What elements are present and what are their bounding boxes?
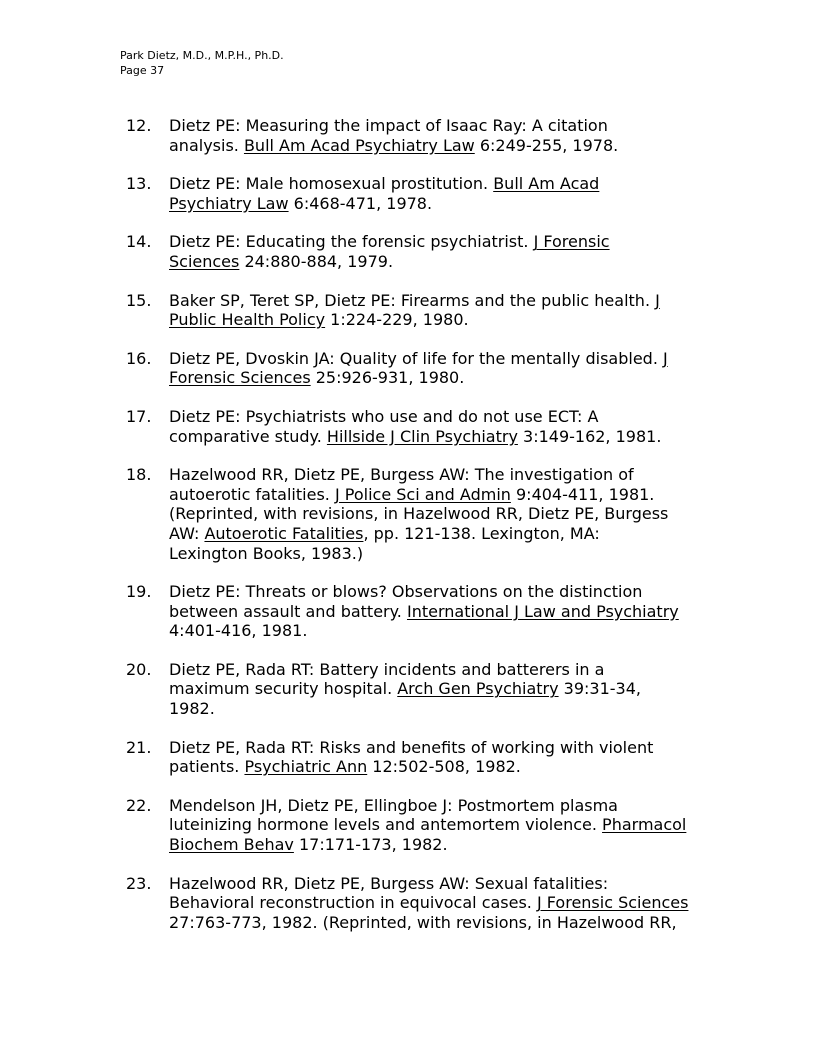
reference-number: 17. <box>126 406 152 426</box>
citation-text: between assault and battery. <box>169 601 407 621</box>
journal-title: J Forensic Sciences <box>536 893 689 913</box>
reference-item <box>120 874 720 933</box>
reference-item <box>120 582 720 641</box>
reference-number: 19. <box>126 582 152 602</box>
journal-title: Autoerotic Fatalities <box>204 523 364 543</box>
citation-text: 12:502-508, 1982. <box>367 757 521 777</box>
reference-number: 16. <box>126 348 152 368</box>
citation-text: Mendelson JH, Dietz PE, Ellingboe J: Postmortem plasma <box>169 795 618 815</box>
citation-text: autoerotic fatalities. <box>169 484 335 504</box>
citation-text: Behavioral reconstruction in equivocal cases. <box>169 893 537 913</box>
citation-text: Dietz PE, Dvoskin JA: Quality of life for the mentally disabled. <box>169 348 663 368</box>
citation-text: 24:880-884, 1979. <box>239 251 394 271</box>
reference-text <box>169 660 641 718</box>
citation-text: 6:249-255, 1978. <box>474 135 619 155</box>
reference-number: 14. <box>126 232 152 252</box>
page-number: Page 37 <box>120 64 165 77</box>
reference-text <box>169 116 618 155</box>
citation-text: Dietz PE: Threats or blows? Observations on the distinction <box>169 582 643 602</box>
reference-text <box>169 465 668 562</box>
reference-item <box>120 349 720 388</box>
citation-text: 27:763-773, 1982. (Reprinted, with revisions, in Hazelwood RR, <box>169 912 677 932</box>
journal-title: Pharmacol <box>602 815 687 835</box>
reference-number: 15. <box>126 290 152 310</box>
reference-item <box>120 174 720 213</box>
reference-text <box>169 232 610 271</box>
author-name: Park Dietz, M.D., M.P.H., Ph.D. <box>120 49 284 62</box>
citation-text: luteinizing hormone levels and antemortem violence. <box>169 815 603 835</box>
reference-text <box>169 738 653 777</box>
journal-title: Arch Gen Psychiatry <box>397 679 559 699</box>
reference-item <box>120 660 720 719</box>
reference-item <box>120 407 720 446</box>
journal-title: Psychiatric Ann <box>244 757 368 777</box>
reference-number: 12. <box>126 116 152 135</box>
reference-text <box>169 874 688 932</box>
citation-text: 4:401-416, 1981. <box>169 621 308 641</box>
citation-text: 6:468-471, 1978. <box>288 193 433 213</box>
citation-text: Dietz PE: Male homosexual prostitution. <box>169 174 494 194</box>
citation-text: Dietz PE: Educating the forensic psychiatrist. <box>169 232 534 252</box>
reference-number: 13. <box>126 174 152 194</box>
citation-text: comparative study. <box>169 426 327 446</box>
reference-item <box>120 465 720 563</box>
citation-text: Baker SP, Teret SP, Dietz PE: Firearms and the public health. <box>169 290 656 310</box>
citation-text: AW: <box>169 523 205 543</box>
journal-title: Public Health Policy <box>169 310 326 330</box>
reference-text <box>169 407 661 446</box>
journal-title: J Forensic <box>533 232 610 252</box>
citation-text: Lexington Books, 1983.) <box>169 543 364 563</box>
journal-title: Bull Am Acad <box>493 174 600 194</box>
citation-text: Dietz PE: Psychiatrists who use and do not use ECT: A <box>169 406 599 426</box>
citation-text: patients. <box>169 757 245 777</box>
citation-text: analysis. <box>169 135 244 155</box>
reference-text <box>169 796 686 854</box>
journal-title: Biochem Behav <box>169 835 294 855</box>
citation-text: 9:404-411, 1981. <box>510 484 655 504</box>
citation-text: Dietz PE: Measuring the impact of Isaac Ray: A citation <box>169 116 608 135</box>
reference-number: 22. <box>126 795 152 815</box>
citation-text: 39:31-34, <box>558 679 641 699</box>
reference-number: 18. <box>126 465 152 485</box>
citation-text: 25:926-931, 1980. <box>310 368 465 388</box>
reference-text <box>169 291 660 330</box>
journal-title: Hillside J Clin Psychiatry <box>326 426 518 446</box>
citation-text: Dietz PE, Rada RT: Battery incidents and batterers in a <box>169 659 605 679</box>
reference-number: 20. <box>126 659 152 679</box>
reference-number: 23. <box>126 873 152 893</box>
reference-text <box>169 174 599 213</box>
reference-item <box>120 291 720 330</box>
citation-text: maximum security hospital. <box>169 679 398 699</box>
reference-text <box>169 582 679 640</box>
journal-title: J <box>662 348 668 368</box>
reference-item <box>120 738 720 777</box>
journal-title: Psychiatry Law <box>169 193 289 213</box>
reference-text <box>169 349 668 388</box>
citation-text: Dietz PE, Rada RT: Risks and benefits of working with violent <box>169 737 654 757</box>
citation-text: 17:171-173, 1982. <box>293 835 448 855</box>
reference-list <box>120 116 720 951</box>
reference-number: 21. <box>126 737 152 757</box>
citation-text: Hazelwood RR, Dietz PE, Burgess AW: The investigation of <box>169 465 634 485</box>
journal-title: Bull Am Acad Psychiatry Law <box>243 135 475 155</box>
journal-title: J Police Sci and Admin <box>334 484 511 504</box>
citation-text: Hazelwood RR, Dietz PE, Burgess AW: Sexual fatalities: <box>169 873 609 893</box>
citation-text: 1982. <box>169 699 215 719</box>
reference-item <box>120 232 720 271</box>
journal-title: International J Law and Psychiatry <box>406 601 679 621</box>
journal-title: Forensic Sciences <box>169 368 311 388</box>
citation-text: 1:224-229, 1980. <box>325 310 469 330</box>
citation-text: (Reprinted, with revisions, in Hazelwood RR, Dietz PE, Burgess <box>169 504 669 524</box>
citation-text: 3:149-162, 1981. <box>517 426 662 446</box>
citation-text: , pp. 121-138. Lexington, MA: <box>363 523 600 543</box>
journal-title: Sciences <box>169 251 240 271</box>
page-header <box>120 48 284 78</box>
journal-title: J <box>655 290 660 310</box>
reference-item <box>120 116 720 155</box>
reference-item <box>120 796 720 855</box>
